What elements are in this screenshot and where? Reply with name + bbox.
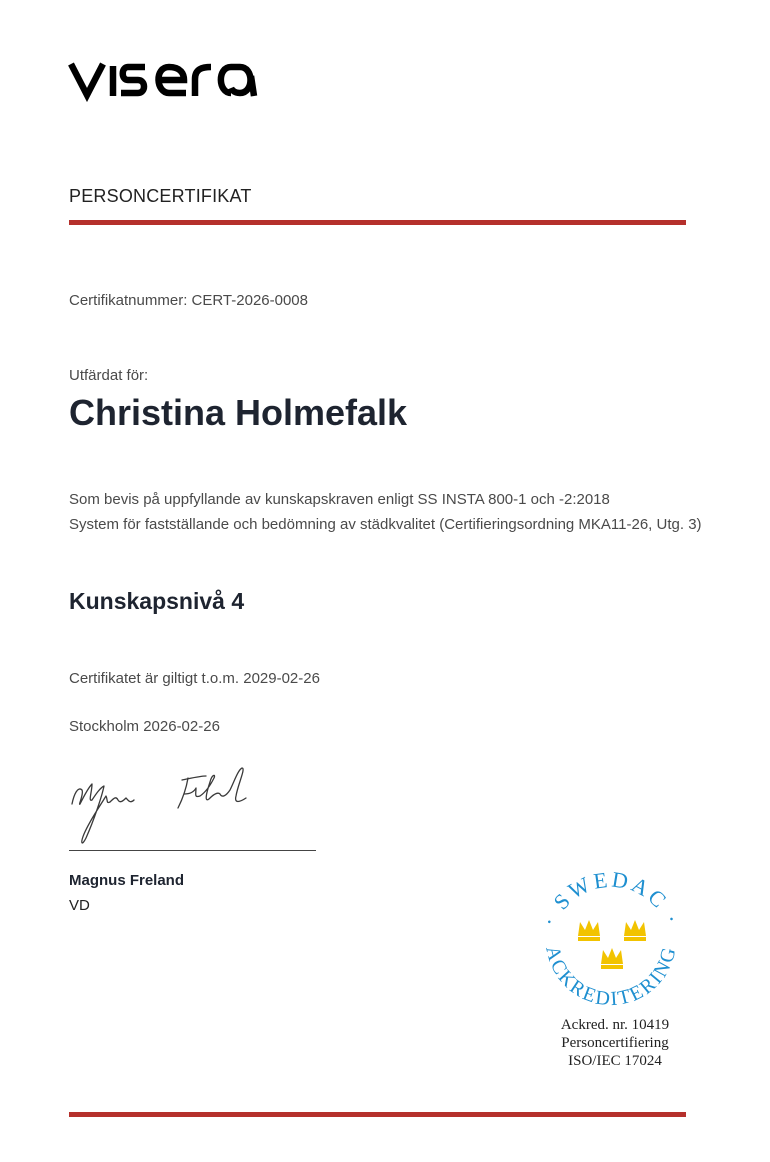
certification-basis bbox=[69, 487, 702, 537]
accreditation-number: Ackred. nr. 10419 bbox=[560, 1017, 670, 1033]
holder-name: Christina Holmefalk bbox=[69, 392, 408, 433]
swedac-accreditation-seal bbox=[530, 866, 692, 1016]
svg-text:· SWEDAC ·: · SWEDAC · bbox=[536, 866, 686, 930]
basis-line-1: Som bevis på uppfyllande av kunskapskraven enligt SS INSTA 800-1 och -2:2018 bbox=[69, 491, 610, 508]
validity-date: Certifikatet är giltigt t.o.m. 2029-02-26 bbox=[69, 670, 320, 687]
document-type-title: PERSONCERTIFIKAT bbox=[69, 186, 252, 206]
basis-line-2: System för fastställande och bedömning av städkvalitet (Certifieringsordning MKA11-26, Utg. 3) bbox=[69, 516, 702, 533]
visera-logo bbox=[68, 52, 278, 102]
signatory-title: VD bbox=[69, 897, 90, 914]
svg-text:ACKREDITERING: ACKREDITERING bbox=[541, 943, 681, 1011]
top-divider bbox=[69, 220, 686, 225]
certificate-number: Certifikatnummer: CERT-2026-0008 bbox=[69, 292, 308, 309]
bottom-divider bbox=[69, 1112, 686, 1117]
accreditation-info bbox=[520, 1016, 710, 1070]
knowledge-level: Kunskapsnivå 4 bbox=[69, 588, 245, 614]
accreditation-standard: ISO/IEC 17024 bbox=[568, 1053, 662, 1069]
handwritten-signature bbox=[66, 760, 276, 852]
accreditation-scope: Personcertifiering bbox=[561, 1035, 669, 1051]
issued-for-label: Utfärdat för: bbox=[69, 367, 149, 384]
place-and-date: Stockholm 2026-02-26 bbox=[69, 718, 220, 735]
signatory-name: Magnus Freland bbox=[69, 872, 185, 889]
signature-line bbox=[69, 850, 316, 851]
